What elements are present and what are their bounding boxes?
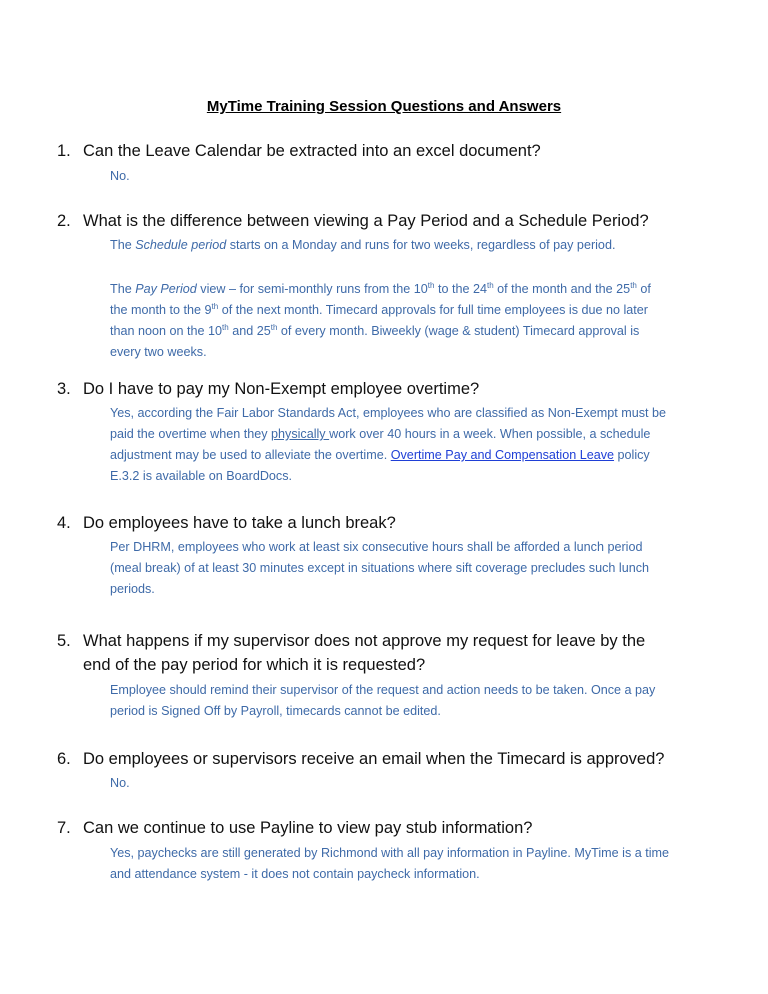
answer-text: Yes, according the Fair Labor Standards Act, employees who are classified as Non-Exempt must be paid the overtime when they	[110, 406, 667, 441]
answer-text: policy E.3.2 is available on BoardDocs.	[110, 448, 650, 483]
answer-text: starts on a Monday and runs for two weeks, regardless of pay period.	[226, 238, 616, 252]
answer-7: Yes, paychecks are still generated by Richmond with all pay information in Payline. MyTime is a time and attendance system - it does not contain paycheck information.	[110, 846, 670, 881]
superscript: th	[486, 280, 494, 290]
answer-text: of the month to the 9	[110, 282, 651, 317]
question-text: Do employees or supervisors receive an email when the Timecard is approved?	[83, 750, 665, 768]
question-text: Can we continue to use Payline to view pay stub information?	[83, 819, 533, 837]
question-text: Do employees have to take a lunch break?	[83, 514, 396, 532]
question-number: 4.	[57, 514, 71, 532]
answer-emphasis: Schedule period	[135, 238, 227, 252]
answer-text: of every month. Biweekly (wage & student) Timecard approval is every two weeks.	[110, 324, 640, 359]
answer-5: Employee should remind their supervisor of the request and action needs to be taken. Once a pay period is Signed Off by Payroll, timecards cannot be edited.	[110, 683, 656, 718]
question-text: What happens if my supervisor does not approve my request for leave by the end of the pay period for which it is requested?	[83, 632, 646, 674]
question-number: 5.	[57, 632, 71, 650]
question-2	[57, 209, 683, 233]
answer-text: work over 40 hours in a week. When possible, a schedule adjustment may be used to alleviate the overtime.	[110, 427, 651, 462]
question-number: 1.	[57, 142, 71, 160]
answer-3	[110, 403, 670, 487]
question-text: What is the difference between viewing a Pay Period and a Schedule Period?	[83, 212, 649, 230]
answer-6: No.	[110, 776, 130, 790]
question-number: 7.	[57, 819, 71, 837]
question-number: 6.	[57, 750, 71, 768]
superscript: th	[427, 280, 435, 290]
question-3	[57, 377, 683, 401]
question-7	[57, 816, 683, 840]
question-number: 2.	[57, 212, 71, 230]
superscript: th	[222, 322, 229, 332]
question-5	[57, 629, 663, 677]
superscript: th	[270, 322, 278, 332]
answer-text: of the next month. Timecard approvals for full time employees is due no later than noon on the 10	[110, 303, 649, 338]
question-4	[57, 511, 683, 535]
question-text: Do I have to pay my Non-Exempt employee overtime?	[83, 380, 480, 398]
answer-2-pay-period	[110, 279, 670, 363]
superscript: th	[630, 280, 637, 290]
answer-2-schedule-period	[110, 235, 670, 256]
underlined-text: physically	[271, 427, 330, 441]
question-number: 3.	[57, 380, 71, 398]
answer-text: view – for semi-monthly runs from the 10	[196, 282, 428, 296]
page-title: MyTime Training Session Questions and Answers	[206, 98, 562, 115]
overtime-policy-link[interactable]: Overtime Pay and Compensation Leave	[390, 448, 615, 462]
answer-emphasis: Pay Period	[135, 282, 197, 296]
answer-text: The	[110, 238, 136, 252]
superscript: th	[211, 301, 219, 311]
answer-text: to the 24	[434, 282, 487, 296]
answer-4: Per DHRM, employees who work at least six consecutive hours shall be afforded a lunch period (meal break) of at least 30 minutes except in situations where sift coverage precludes such lunch periods.	[110, 540, 650, 596]
question-text: Can the Leave Calendar be extracted into an excel document?	[83, 142, 541, 160]
answer-text: The	[110, 282, 136, 296]
question-1	[57, 139, 683, 163]
answer-1: No.	[110, 169, 130, 183]
answer-text: and 25	[228, 324, 271, 338]
question-6	[57, 747, 723, 771]
answer-text: of the month and the 25	[493, 282, 631, 296]
